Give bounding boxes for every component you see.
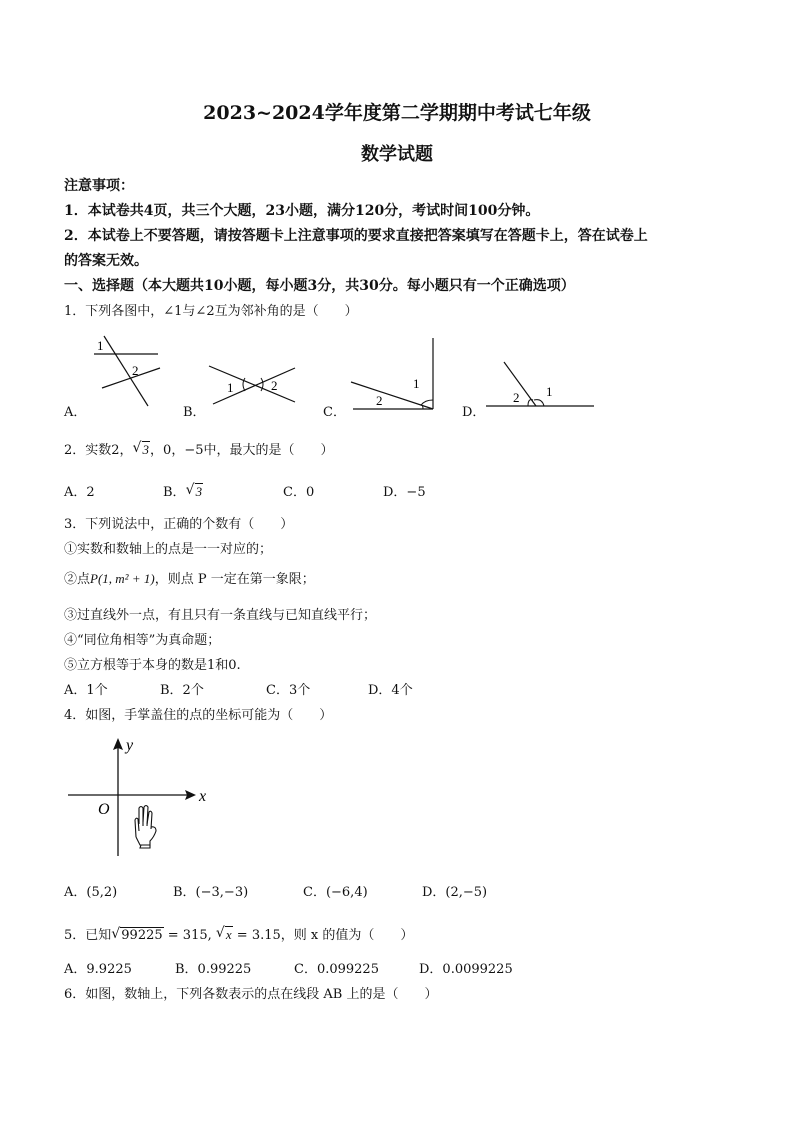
q1-stem: 1．下列各图中，∠1与∠2互为邻补角的是（ ）: [64, 304, 358, 319]
section-1-heading: 一、选择题（本大题共10小题，每小题3分，共30分。每小题只有一个正确选项）: [64, 278, 575, 294]
hand-palm-icon: [135, 806, 156, 849]
q2-stem: [64, 439, 333, 458]
sqrt-99225: √ 99225: [111, 926, 163, 943]
q5-option-b: B．0.99225: [175, 962, 252, 977]
q1-option-c-label: C．: [323, 405, 346, 420]
q4-option-c: C．(−6,4): [303, 885, 368, 900]
page-title: 2023~2024学年度第二学期期中考试七年级: [203, 102, 591, 124]
q1-option-d-label: D．: [462, 405, 486, 420]
q4-option-a: A．(5,2): [64, 885, 118, 900]
q1-c-angle-1-label: 1: [413, 376, 420, 391]
q1-a-angle-1-label: 1: [97, 338, 104, 353]
notice-item-2-line-2: 的答案无效。: [64, 253, 148, 269]
q4-stem: 4．如图，手掌盖住的点的坐标可能为（ ）: [64, 708, 333, 723]
q5-option-c: C．0.099225: [294, 962, 379, 977]
q5-option-d: D．0.0099225: [419, 962, 513, 977]
q3-option-d: D．4个: [368, 683, 413, 698]
q3-option-b: B．2个: [160, 683, 204, 698]
notice-item-2-line-1: 2．本试卷上不要答题，请按答题卡上注意事项的要求直接把答案填写在答题卡上，答在试卷上: [64, 228, 648, 244]
sqrt-x: √ x: [215, 925, 232, 942]
q1-figure-d: [484, 358, 596, 410]
q1-figure-b: [205, 360, 300, 410]
q3-stem: 3．下列说法中，正确的个数有（ ）: [64, 517, 294, 532]
q2-option-b: B． √ 3: [163, 482, 203, 500]
q2-stem-post: ，0，−5中，最大的是（ ）: [150, 443, 334, 458]
q4-option-b: B．(−3,−3): [173, 885, 249, 900]
q2-option-c: C．0: [283, 485, 315, 500]
q2-stem-pre: 2．实数2，: [64, 443, 133, 458]
q1-b-angle-2-label: 2: [271, 378, 278, 393]
q1-b-angle-1-label: 1: [227, 380, 234, 395]
q1-c-angle-2-label: 2: [376, 393, 383, 408]
q1-option-b-label: B．: [183, 405, 206, 420]
q3-statement-3: ③过直线外一点，有且只有一条直线与已知直线平行；: [64, 608, 377, 623]
q3-statement-2: ②点P(1, m² + 1)，则点 P 一定在第一象限；: [64, 571, 315, 587]
q6-stem: 6．如图，数轴上，下列各数表示的点在线段 AB 上的是（ ）: [64, 987, 438, 1002]
q4-coordinate-figure: [66, 734, 226, 860]
q1-d-angle-1-label: 1: [546, 384, 553, 399]
sqrt-3: √ 3: [132, 440, 150, 457]
q5-option-a: A．9.9225: [64, 962, 132, 977]
q1-figure-a: [86, 330, 166, 410]
notice-heading: 注意事项：: [64, 178, 134, 194]
y-axis-label: y: [126, 737, 134, 754]
q2-option-d: D．−5: [383, 485, 426, 500]
q3-option-c: C．3个: [266, 683, 311, 698]
q1-a-angle-2-label: 2: [132, 363, 139, 378]
sqrt-3: √ 3: [185, 482, 203, 499]
q3-statement-4: ④“同位角相等”为真命题；: [64, 633, 221, 648]
origin-label: O: [98, 801, 110, 818]
point-p-expression: P(1, m² + 1): [90, 571, 155, 586]
notice-item-1: 1．本试卷共4页，共三个大题，23小题，满分120分，考试时间100分钟。: [64, 203, 540, 219]
q3-option-a: A．1个: [64, 683, 108, 698]
q3-statement-5: ⑤立方根等于本身的数是1和0.: [64, 658, 241, 673]
q1-figure-c: [347, 336, 442, 412]
q1-option-a-label: A．: [64, 405, 87, 420]
page-subtitle: 数学试题: [361, 144, 433, 165]
x-axis-label: x: [199, 788, 207, 805]
q1-d-angle-2-label: 2: [513, 390, 520, 405]
q2-option-a: A．2: [64, 485, 95, 500]
q3-statement-1: ①实数和数轴上的点是一一对应的；: [64, 542, 273, 557]
q5-stem: 5．已知 √ 99225 = 315, √ x = 3.15，则 x 的值为（ ）: [64, 925, 414, 943]
q4-option-d: D．(2,−5): [422, 885, 488, 900]
